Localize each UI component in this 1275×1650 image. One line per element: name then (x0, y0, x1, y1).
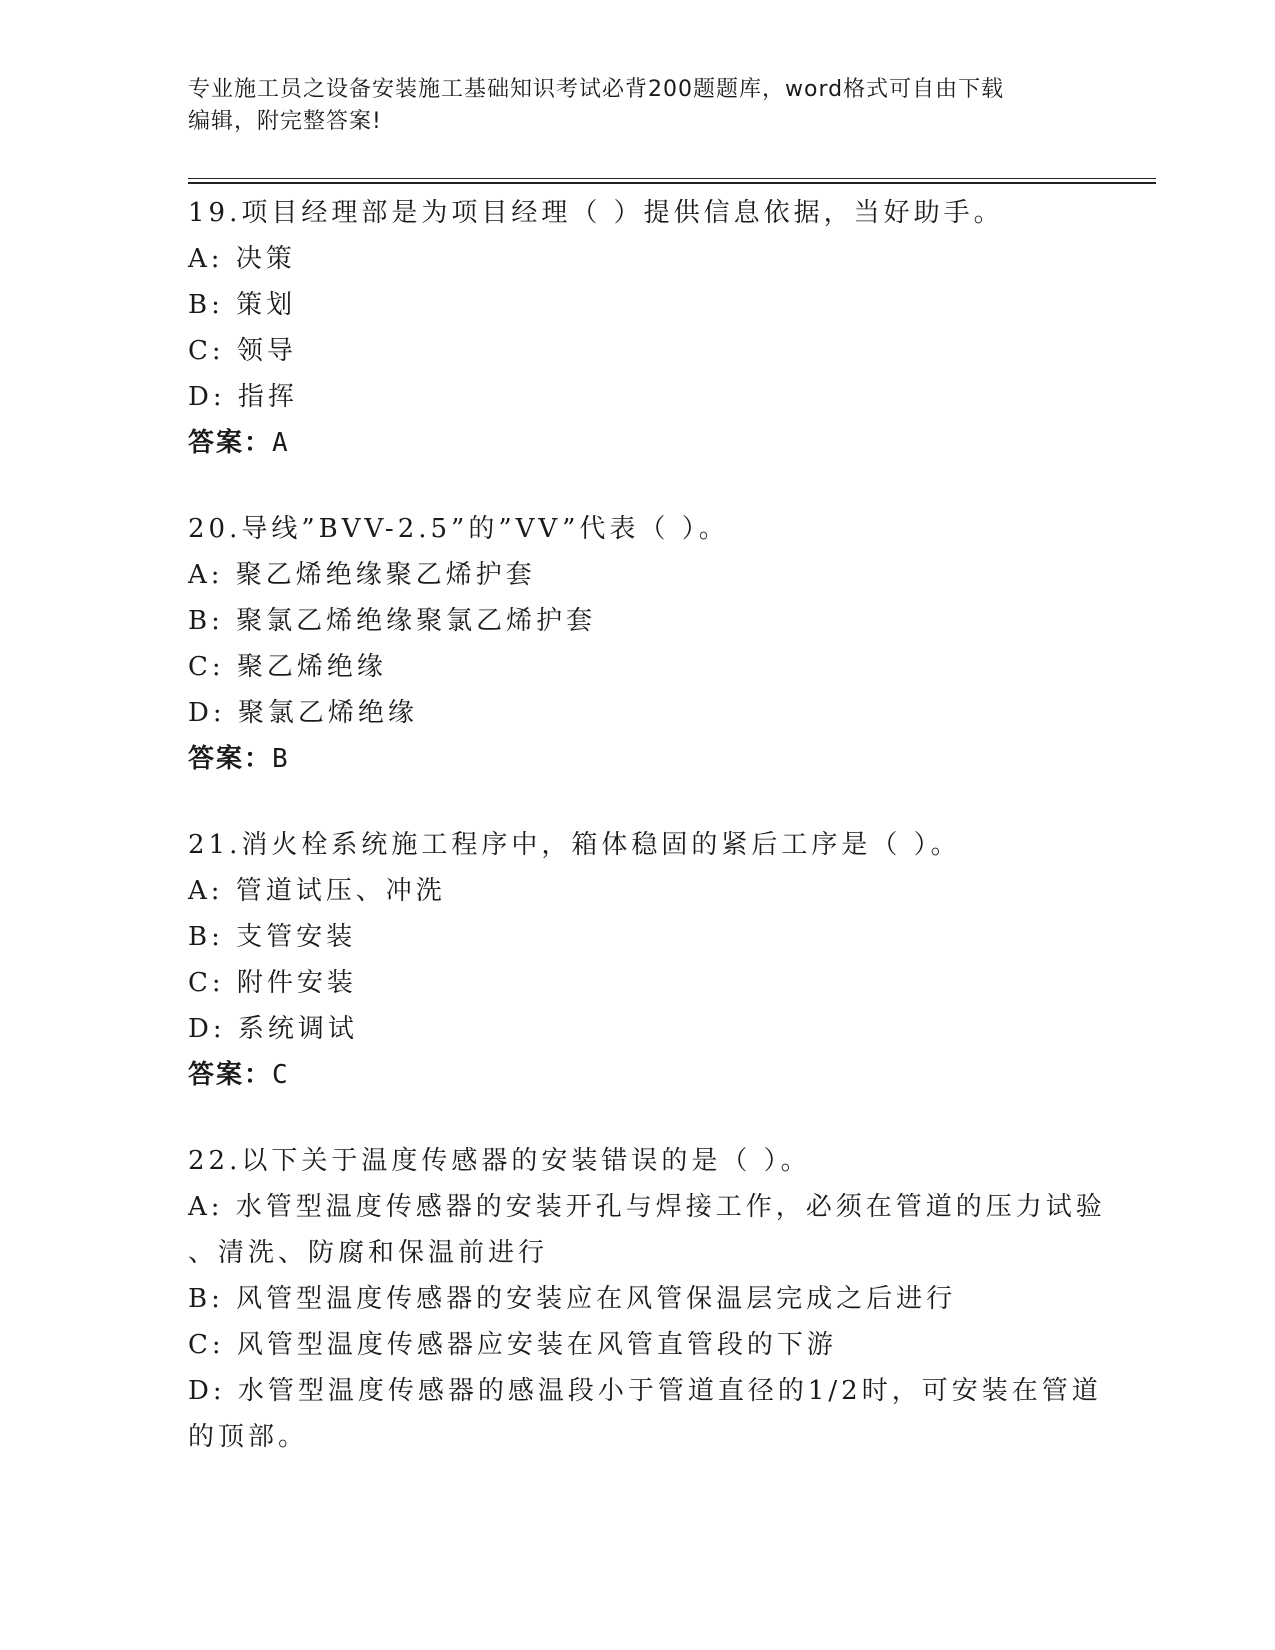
question-stem: 21.消火栓系统施工程序中，箱体稳固的紧后工序是（ ）。 (188, 830, 961, 860)
option-a: A: 聚乙烯绝缘聚乙烯护套 (188, 560, 536, 590)
question-stem: 20.导线”BVV-2.5”的”VV”代表（ ）。 (188, 514, 729, 544)
answer-label: 答案： (188, 1060, 273, 1090)
answer-value: B (272, 744, 290, 774)
option-d: D: 指挥 (188, 382, 298, 412)
option-b: B: 聚氯乙烯绝缘聚氯乙烯护套 (188, 606, 597, 636)
option-b: B: 支管安装 (188, 922, 357, 952)
answer-label: 答案： (188, 744, 273, 774)
option-d-line-1: D: 水管型温度传感器的感温段小于管道直径的1/2时，可安装在管道 (188, 1376, 1102, 1406)
question-stem: 22.以下关于温度传感器的安装错误的是（ ）。 (188, 1146, 811, 1176)
answer-value: C (272, 1060, 290, 1090)
answer-line (188, 736, 1088, 782)
question-21 (188, 822, 1088, 1098)
option-a-line-2: 、清洗、防腐和保温前进行 (188, 1238, 549, 1268)
option-a: A: 决策 (188, 244, 296, 274)
header-title-line-2: 编辑，附完整答案! (188, 109, 382, 134)
option-b: B: 策划 (188, 290, 297, 320)
question-20 (188, 506, 1088, 782)
header-divider-thin (188, 178, 1156, 179)
option-d: D: 系统调试 (188, 1014, 358, 1044)
answer-line (188, 1052, 1088, 1098)
answer-value: A (272, 428, 290, 458)
header-title-line-1: 专业施工员之设备安装施工基础知识考试必背200题题库，word格式可自由下载 (188, 77, 1005, 102)
question-19 (188, 190, 1088, 466)
answer-line (188, 420, 1088, 466)
option-c: C: 风管型温度传感器应安装在风管直管段的下游 (188, 1330, 837, 1360)
option-a-line-1: A: 水管型温度传感器的安装开孔与焊接工作，必须在管道的压力试验 (188, 1192, 1106, 1222)
question-stem: 19.项目经理部是为项目经理（ ）提供信息依据，当好助手。 (188, 198, 1004, 228)
option-c: C: 聚乙烯绝缘 (188, 652, 387, 682)
option-b: B: 风管型温度传感器的安装应在风管保温层完成之后进行 (188, 1284, 957, 1314)
option-c: C: 附件安装 (188, 968, 357, 998)
answer-label: 答案： (188, 428, 273, 458)
header-divider-thick (188, 182, 1156, 184)
option-d: D: 聚氯乙烯绝缘 (188, 698, 418, 728)
option-a: A: 管道试压、冲洗 (188, 876, 446, 906)
question-22 (188, 1138, 1106, 1460)
option-d-line-2: 的顶部。 (188, 1422, 309, 1452)
question-list (188, 190, 1106, 1500)
option-c: C: 领导 (188, 336, 297, 366)
document-header (188, 74, 1068, 138)
